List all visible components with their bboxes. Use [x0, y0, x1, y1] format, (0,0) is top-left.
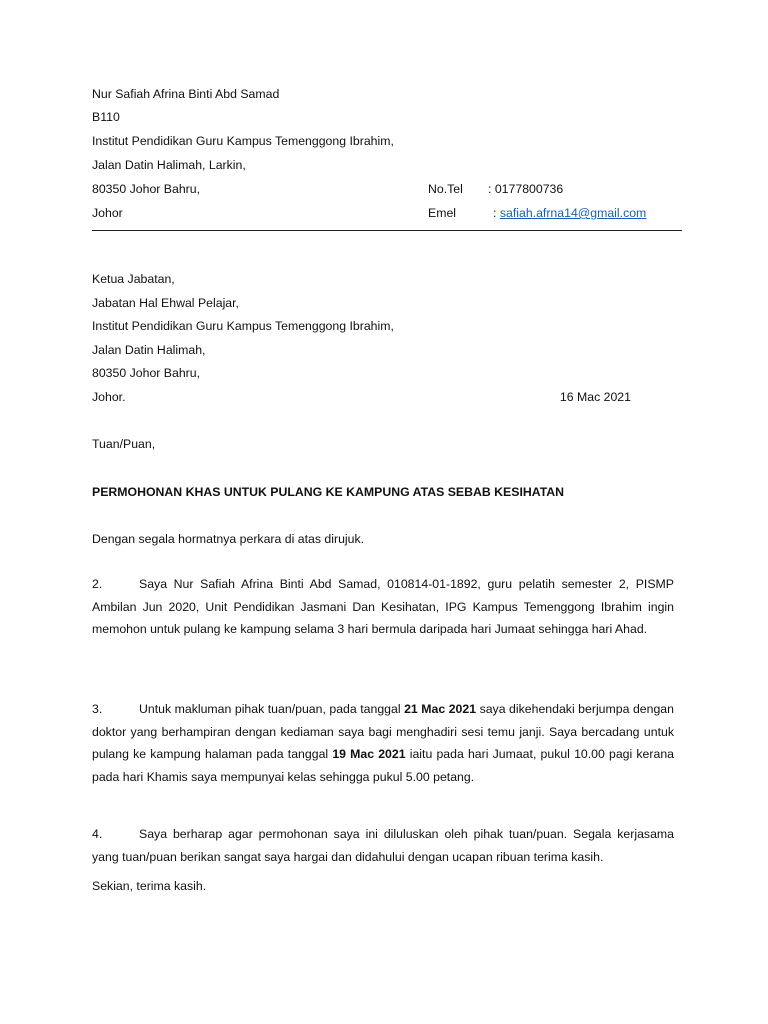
sender-address-line-2: Jalan Datin Halimah, Larkin, — [92, 158, 246, 172]
letter-date: 16 Mac 2021 — [559, 390, 631, 404]
paragraph-2-text: Saya Nur Safiah Afrina Binti Abd Samad, 010814-01-1892, guru pelatih semester 2, PISMP Ambilan Jun 2020, Unit Pendidikan Jasmani Dan Kesihatan, IPG Kampus Temenggong Ibrahim ingin memohon untuk pulang ke kampung selama 3 hari bermula daripada hari Jumaat sehingga hari Ahad. — [92, 577, 674, 636]
paragraph-2 — [92, 573, 674, 641]
paragraph-3 — [92, 698, 674, 788]
tel-label: No.Tel — [428, 182, 463, 196]
paragraph-3-text-1: Untuk makluman pihak tuan/puan, pada tanggal — [139, 702, 405, 716]
recipient-line-6: Johor. — [92, 390, 126, 404]
intro-paragraph: Dengan segala hormatnya perkara di atas dirujuk. — [92, 532, 365, 546]
header-divider — [92, 230, 682, 231]
sender-address-line-1: Institut Pendidikan Guru Kampus Temenggong Ibrahim, — [92, 134, 394, 148]
paragraph-2-number: 2. — [92, 577, 103, 591]
email-colon: : — [493, 206, 500, 220]
paragraph-3-date-2: 19 Mac 2021 — [332, 747, 406, 761]
sender-name: Nur Safiah Afrina Binti Abd Samad — [92, 87, 280, 101]
paragraph-4-number: 4. — [92, 827, 103, 841]
paragraph-3-number: 3. — [92, 702, 103, 716]
paragraph-4 — [92, 823, 674, 868]
closing-line: Sekian, terima kasih. — [92, 879, 207, 893]
email-label: Emel — [428, 206, 457, 220]
paragraph-3-text-3: iaitu pada hari Jumaat, pukul 10.00 pagi kerana pada hari Khamis saya mempunyai kelas sehingga pukul 5.00 petang. — [92, 747, 674, 784]
paragraph-3-date-1: 21 Mac 2021 — [404, 702, 477, 716]
paragraph-4-text: Saya berharap agar permohonan saya ini diluluskan oleh pihak tuan/puan. Segala kerjasama yang tuan/puan berikan sangat saya hargai dan didahului dengan ucapan ribuan terima kasih. — [92, 827, 674, 864]
sender-room: B110 — [92, 110, 120, 124]
salutation: Tuan/Puan, — [92, 437, 156, 451]
recipient-line-2: Jabatan Hal Ehwal Pelajar, — [92, 296, 239, 310]
letter-subject: PERMOHONAN KHAS UNTUK PULANG KE KAMPUNG ATAS SEBAB KESIHATAN — [92, 485, 565, 499]
recipient-line-3: Institut Pendidikan Guru Kampus Temenggong Ibrahim, — [92, 319, 394, 333]
sender-address-line-3: 80350 Johor Bahru, — [92, 182, 201, 196]
tel-value: : 0177800736 — [488, 182, 564, 196]
recipient-line-5: 80350 Johor Bahru, — [92, 366, 201, 380]
recipient-line-1: Ketua Jabatan, — [92, 272, 175, 286]
recipient-line-4: Jalan Datin Halimah, — [92, 343, 206, 357]
sender-address-line-4: Johor — [92, 206, 123, 220]
paragraph-3-text-2: saya dikehendaki berjumpa dengan doktor yang berhampiran dengan kediaman saya bagi menghadiri sesi temu janji. Saya bercadang untuk pulang ke kampung halaman pada tanggal — [92, 702, 674, 761]
email-field — [493, 206, 646, 220]
email-link[interactable]: safiah.afrna14@gmail.com — [499, 206, 647, 220]
